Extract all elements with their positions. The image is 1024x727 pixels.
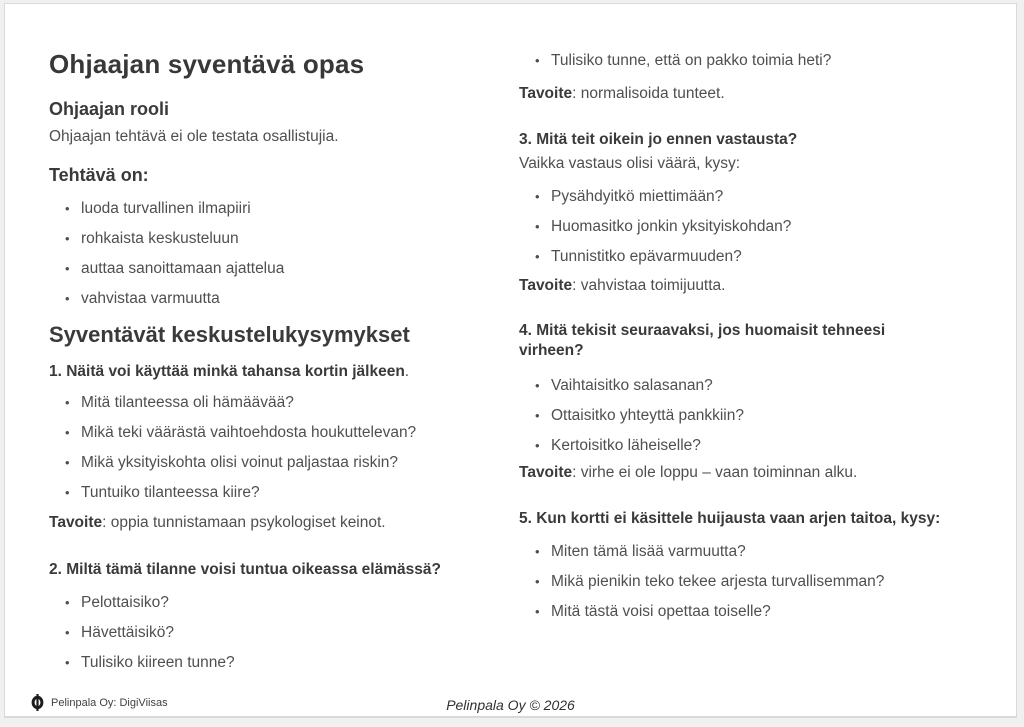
question-3-heading: 3. Mitä teit oikein jo ennen vastausta? — [519, 131, 798, 148]
goal-text: : vahvistaa toimijuutta. — [572, 277, 726, 294]
question-2-list — [49, 588, 497, 678]
question-3-list — [519, 182, 1001, 272]
left-column — [49, 48, 497, 678]
question-5-list — [519, 537, 1001, 627]
list-item: • Miten tämä lisää varmuutta? — [519, 537, 1001, 567]
question-4-goal — [519, 463, 1001, 482]
list-item: • auttaa sanoittamaan ajattelua — [49, 254, 497, 284]
list-item: • Pysähdyitkö miettimään? — [519, 182, 1001, 212]
question-1-list — [49, 388, 497, 508]
goal-text: : normalisoida tunteet. — [572, 85, 725, 102]
list-item: • Hävettäisikö? — [49, 618, 497, 648]
question-3-goal — [519, 276, 1001, 295]
question-2-list-continued — [519, 46, 1001, 76]
list-item: • vahvistaa varmuutta — [49, 284, 497, 314]
question-1-goal — [49, 513, 497, 532]
question-1-heading-suffix: . — [404, 363, 410, 380]
question-4-heading: 4. Mitä tekisit seuraavaksi, jos huomaisit tehneesi virheen? — [519, 322, 886, 359]
goal-label: Tavoite — [519, 85, 573, 102]
page-title: Ohjaajan syventävä opas — [49, 49, 365, 79]
section-heading-role: Ohjaajan rooli — [49, 99, 170, 119]
right-column — [519, 46, 1001, 627]
footer-copyright: Pelinpala Oy © 2026 — [446, 697, 575, 713]
question-5-heading: 5. Kun kortti ei käsittele huijausta vaan arjen taitoa, kysy: — [519, 510, 941, 527]
list-item: • Tunnistitko epävarmuuden? — [519, 242, 1001, 272]
question-2-heading: 2. Miltä tämä tilanne voisi tuntua oikeassa elämässä? — [49, 561, 441, 578]
goal-label: Tavoite — [519, 277, 573, 294]
goal-text: : oppia tunnistamaan psykologiset keinot. — [102, 514, 386, 531]
list-item: • Huomasitko jonkin yksityiskohdan? — [519, 212, 1001, 242]
question-3-intro: Vaikka vastaus olisi väärä, kysy: — [519, 155, 741, 172]
goal-text: : virhe ei ole loppu – vaan toiminnan alku. — [572, 464, 858, 481]
list-item: • Tuntuiko tilanteessa kiire? — [49, 478, 497, 508]
list-item: • Mikä yksityiskohta olisi voinut paljastaa riskin? — [49, 448, 497, 478]
goal-label: Tavoite — [519, 464, 573, 481]
list-item: • Tulisiko kiireen tunne? — [49, 648, 497, 678]
list-item: • Tulisiko tunne, että on pakko toimia heti? — [519, 46, 1001, 76]
list-item: • Mikä pienikin teko tekee arjesta turvallisemman? — [519, 567, 1001, 597]
question-2-goal — [519, 84, 1001, 103]
footer-brand-text: Pelinpala Oy: DigiViisas — [51, 696, 168, 709]
question-1-heading-bold: 1. Näitä voi käyttää minkä tahansa kortin jälkeen — [49, 363, 405, 380]
list-item: • Pelottaisiko? — [49, 588, 497, 618]
list-item: • Mitä tilanteessa oli hämäävää? — [49, 388, 497, 418]
role-body-text: Ohjaajan tehtävä ei ole testata osallistujia. — [49, 128, 339, 145]
list-item: • luoda turvallinen ilmapiiri — [49, 194, 497, 224]
list-item: • Vaihtaisitko salasanan? — [519, 371, 1001, 401]
list-item: • Mitä tästä voisi opettaa toiselle? — [519, 597, 1001, 627]
question-4-list — [519, 371, 1001, 461]
list-item: • Mikä teki väärästä vaihtoehdosta houkuttelevan? — [49, 418, 497, 448]
document-page — [4, 3, 1017, 718]
task-list — [49, 194, 497, 314]
goal-label: Tavoite — [49, 514, 103, 531]
question-1-heading — [49, 362, 497, 382]
list-item: • rohkaista keskusteluun — [49, 224, 497, 254]
list-item: • Ottaisitko yhteyttä pankkiin? — [519, 401, 1001, 431]
section-heading-questions: Syventävät keskustelukysymykset — [49, 322, 410, 347]
list-item: • Kertoisitko läheiselle? — [519, 431, 1001, 461]
section-heading-task: Tehtävä on: — [49, 165, 149, 185]
